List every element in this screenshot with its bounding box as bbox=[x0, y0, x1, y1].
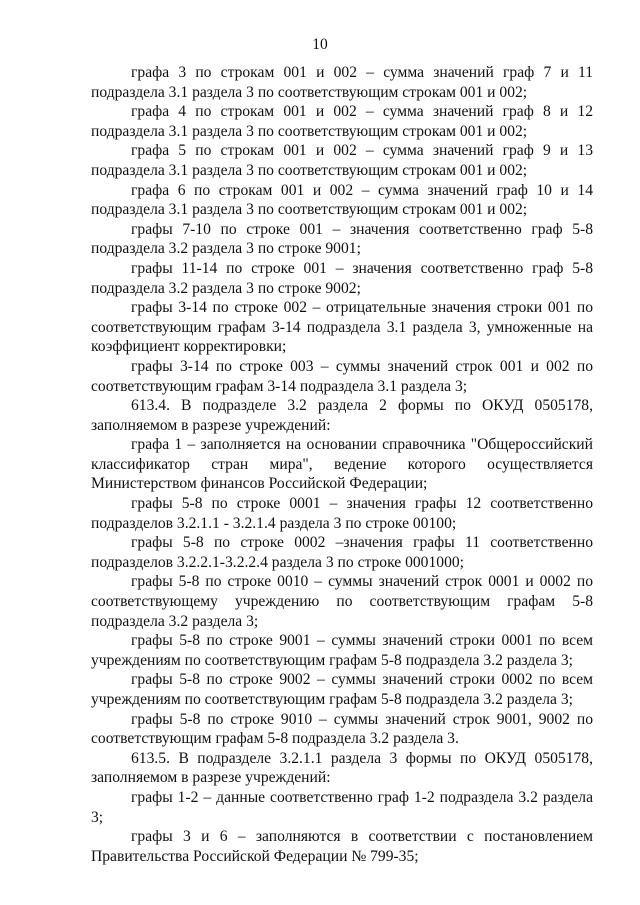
paragraph: графы 7-10 по строке 001 – значения соответственно граф 5-8 подраздела 3.2 раздела 3 по строке 9001; bbox=[91, 220, 593, 258]
paragraph: графы 3-14 по строке 002 – отрицательные значения строки 001 по соответствующим графам 3-14 подраздела 3.1 раздела 3, умноженные на коэффициент корректировки; bbox=[91, 299, 593, 356]
section-heading-613-5: 613.5. В подразделе 3.2.1.1 раздела 3 формы по ОКУД 0505178, заполняемом в разрезе учреждений: bbox=[91, 749, 593, 787]
paragraph: графы 3-14 по строке 003 – суммы значений строк 001 и 002 по соответствующим графам 3-14 подраздела 3.1 раздела 3; bbox=[91, 357, 593, 395]
paragraph: графы 5-8 по строке 9002 – суммы значений строки 0002 по всем учреждениям по соответствующим графам 5-8 подраздела 3.2 раздела 3; bbox=[91, 671, 593, 708]
paragraph: графа 4 по строкам 001 и 002 – сумма значений граф 8 и 12 подраздела 3.1 раздела 3 по соответствующим строкам 001 и 002; bbox=[91, 103, 593, 140]
section-heading-613-4: 613.4. В подразделе 3.2 раздела 2 формы по ОКУД 0505178, заполняемом в разрезе учреждений: bbox=[91, 397, 593, 434]
paragraph: графы 5-8 по строке 9010 – суммы значений строк 9001, 9002 по соответствующим графам 5-8 подраздела 3.2 раздела 3. bbox=[91, 710, 593, 748]
paragraph: графы 1-2 – данные соответственно граф 1-2 подраздела 3.2 раздела 3; bbox=[91, 788, 593, 826]
document-body bbox=[91, 63, 593, 866]
paragraph: графа 1 – заполняется на основании справочника "Общероссийский классификатор стран мира", ведение которого осуществляется Министерством финансов Российской Федерации; bbox=[91, 436, 593, 493]
paragraph: графы 5-8 по строке 0002 –значения графы 11 соответственно подразделов 3.2.2.1-3.2.2.4 раздела 3 по строке 0001000; bbox=[91, 534, 593, 571]
paragraph: графа 3 по строкам 001 и 002 – сумма значений граф 7 и 11 подраздела 3.1 раздела 3 по соответствующим строкам 001 и 002; bbox=[91, 64, 593, 101]
paragraph: графы 5-8 по строке 0010 – суммы значений строк 0001 и 0002 по соответствующему учреждению по соответствующим графам 5-8 подраздела 3.2 раздела 3; bbox=[91, 573, 593, 630]
page-number: 10 bbox=[312, 36, 328, 53]
paragraph: графы 5-8 по строке 0001 – значения графы 12 соответственно подразделов 3.2.1.1 - 3.2.1.4 раздела 3 по строке 00100; bbox=[91, 495, 593, 532]
paragraph: графы 11-14 по строке 001 – значения соответственно граф 5-8 подраздела 3.2 раздела 3 по строке 9002; bbox=[91, 259, 593, 297]
paragraph: графа 6 по строкам 001 и 002 – сумма значений граф 10 и 14 подраздела 3.1 раздела 3 по соответствующим строкам 001 и 002; bbox=[91, 181, 593, 219]
paragraph: графа 5 по строкам 001 и 002 – сумма значений граф 9 и 13 подраздела 3.1 раздела 3 по соответствующим строкам 001 и 002; bbox=[91, 142, 593, 179]
paragraph: графы 3 и 6 – заполняются в соответствии с постановлением Правительства Российской Федерации № 799-35; bbox=[91, 828, 593, 865]
paragraph: графы 5-8 по строке 9001 – суммы значений строки 0001 по всем учреждениям по соответствующим графам 5-8 подраздела 3.2 раздела 3; bbox=[91, 632, 593, 669]
